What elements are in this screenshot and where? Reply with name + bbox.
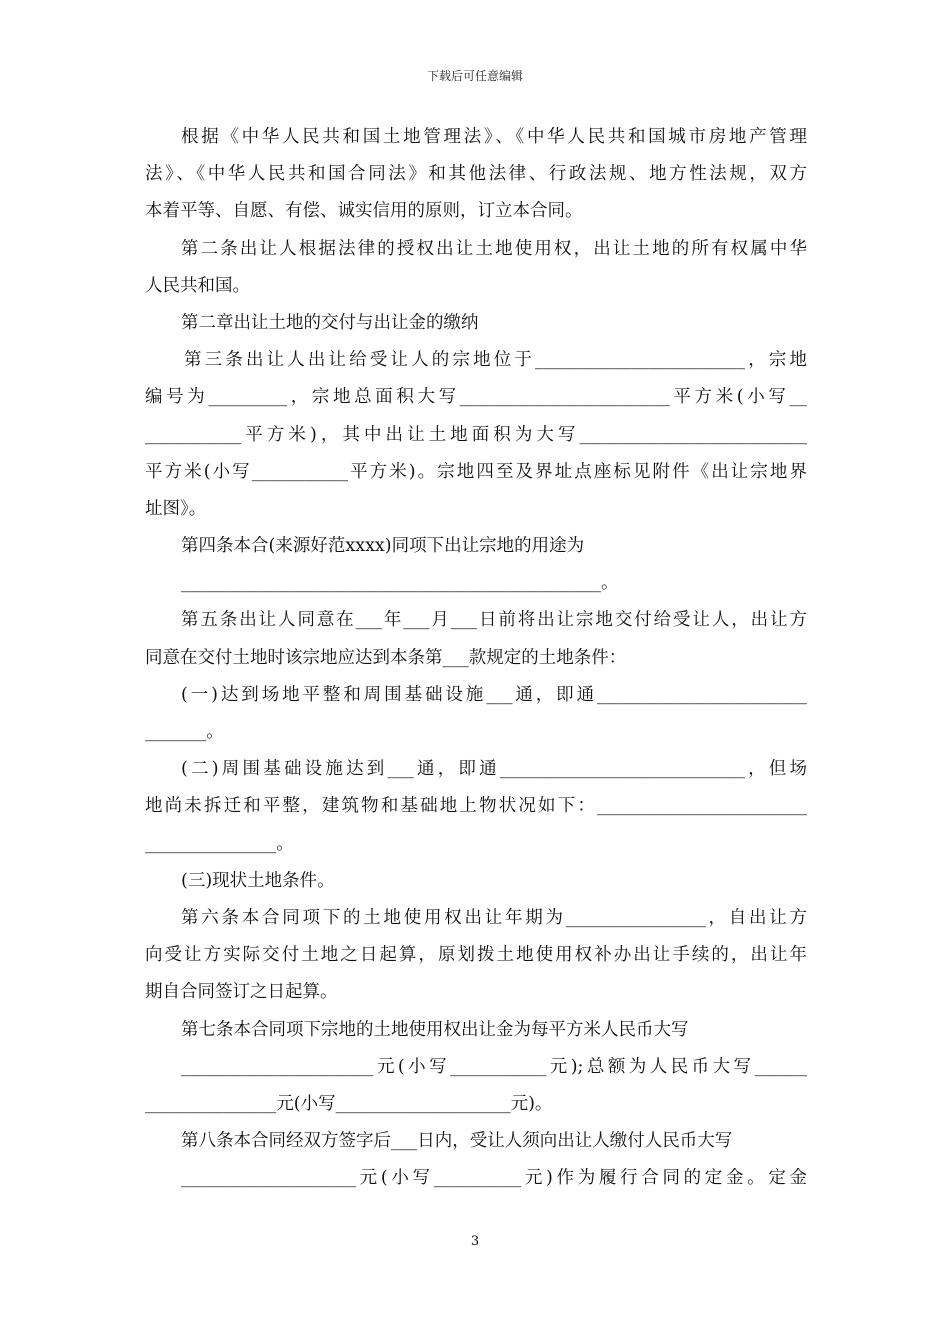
paragraph-line: 本着平等、自愿、有偿、诚实信用的原则，订立本合同。 [145,201,583,222]
paragraph-line: 编号为_________，宗地总面积大写________________________平方米(小写__ [145,387,807,408]
paragraph-line: ___________平方米)，其中出让土地面积为大写__________________________ [145,424,807,445]
paragraph-line: (一)达到场地平整和周围基础设施___通，即通________________________ [181,684,807,705]
paragraph-line: _______________元(小写____________________元)。 [145,1093,553,1114]
paragraph-line: 第七条本合同项下宗地的土地使用权出让金为每平方米人民币大写 [181,1019,689,1040]
paragraph-line: 同意在交付土地时该宗地应达到本条第___款规定的土地条件： [145,647,627,668]
paragraph-line: 第二条出让人根据法律的授权出让土地使用权，出让土地的所有权属中华 [181,238,807,259]
paragraph-line: 第三条出让人出让给受让人的宗地位于________________________，宗地 [184,350,807,371]
paragraph-line: 第五条出让人同意在___年___月___日前将出让宗地交付给受让人，出让方 [181,610,807,631]
paragraph-line: (三)现状土地条件。 [181,870,335,891]
paragraph-line: 第八条本合同经双方签字后___日内，受让人须向出让人缴付人民币大写 [181,1131,733,1152]
paragraph-line: 平方米(小写___________平方米)。宗地四至及界址点座标见附件《出让宗地界 [145,461,807,482]
paragraph-line: 地尚未拆迁和平整，建筑物和基础地上物状况如下：________________________ [145,796,807,817]
paragraph-line: ________________________________________________。 [181,573,619,594]
paragraph-line: 第四条本合(来源好范xxxx)同项下出让宗地的用途为 [181,536,585,557]
paragraph-line: _______。 [145,722,224,742]
paragraph-line: _______________。 [145,833,294,854]
paragraph-line: 法》、《中华人民共和国合同法》和其他法律、行政法规、地方性法规，双方 [145,164,807,185]
paragraph-line: 根据《中华人民共和国土地管理法》、《中华人民共和国城市房地产管理 [181,127,807,147]
paragraph-line: ____________________元(小写__________元)作为履行合同的定金。定金 [181,1168,807,1189]
chapter-heading: 第二章出让土地的交付与出让金的缴纳 [181,312,479,333]
page-number: 3 [470,1234,480,1249]
contract-body [145,119,807,1197]
paragraph-line: 向受让方实际交付土地之日起算，原划拨土地使用权补办出让手续的，出让年 [145,945,807,966]
page-header: 下载后可任意编辑 [426,69,523,83]
paragraph-line: 第六条本合同项下的土地使用权出让年期为________________，自出让方 [181,907,807,928]
paragraph-line: ______________________元(小写___________元);总额为人民币大写______ [181,1056,807,1077]
paragraph-line: 址图》。 [145,498,207,519]
paragraph-line: (二)周围基础设施达到___通，即通____________________________，但场 [181,759,807,780]
paragraph-line: 期自合同签订之日起算。 [145,982,338,1003]
paragraph-line: 人民共和国。 [145,275,250,296]
